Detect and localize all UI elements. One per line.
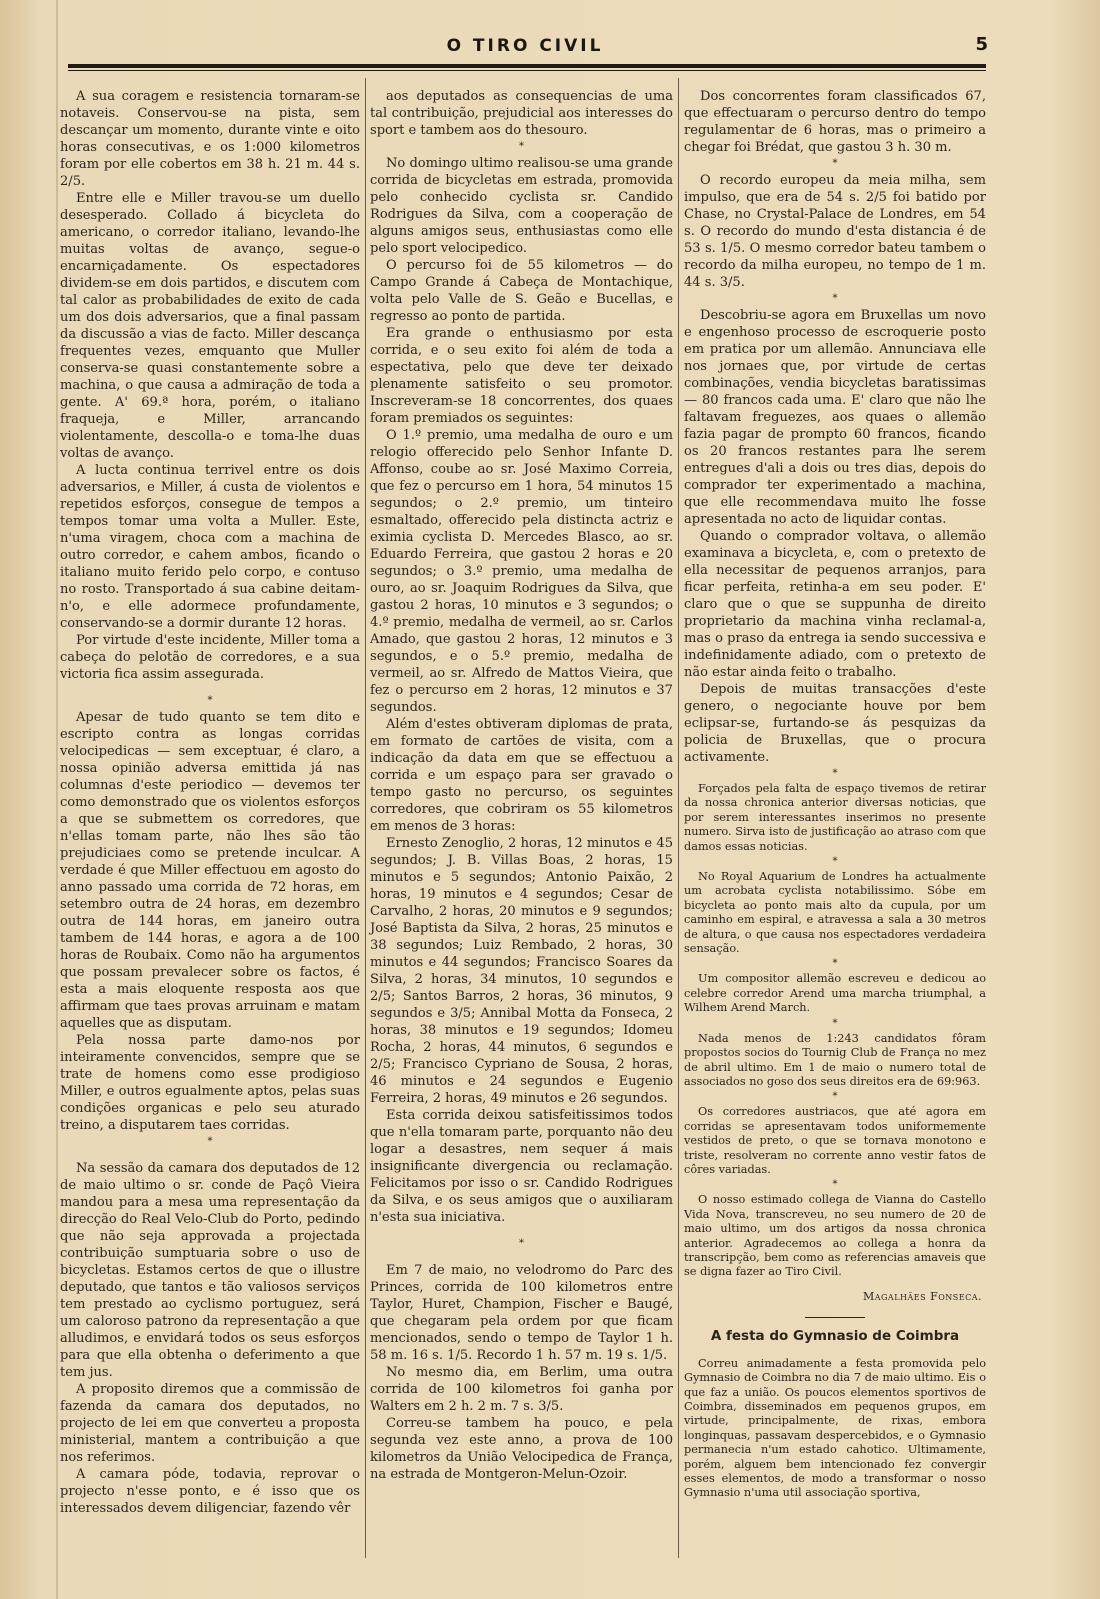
paragraph: A lucta continua terrivel entre os dois adversarios, e Miller, á custa de violentos e repetidos esforços, consegue de tempos a tempos tomar uma volta a Muller. Este, n'uma viragem, choca com a machina de outro corredor, e cahem ambos, ficando o italiano muito ferido pelo corpo, e contuso no rosto. Transportado á sua cabine deitam-n'o, e elle adormece profundamente, conservando-se a dormir durante 12 horas.: [60, 463, 360, 631]
paragraph: Descobriu-se agora em Bruxellas um novo e engenhoso processo de escroquerie posto em pratica por um allemão. Annunciava elle nos jornaes que, por virtude de certas combinações, vendia bicycletas baratissimas — 80 francos cada uma. E' claro que não lhe faltavam freguezes, aos quaes o allemão fazia pagar de prompto 60 francos, ficando os 20 francos restantes para lhe serem entregues d'ali a dois ou tres dias, depois do comprador ter experimentado a machina, que elle recommendava muito lhe fosse apresentada no acto de liquidar contas.: [684, 308, 986, 527]
note: Forçados pela falta de espaço tivemos de retirar da nossa chronica anterior diversas noticias, que por serem interessantes inserimos no presente numero. Sirva isto de justificação ao atraso com que damos essas noticias.: [684, 782, 986, 853]
header-rule-thin: [68, 70, 986, 71]
paragraph: Por virtude d'este incidente, Miller toma a cabeça do pelotão de corredores, e a sua victoria fica assim assegurada.: [60, 633, 360, 682]
section-separator: *: [832, 1017, 838, 1029]
paragraph: Esta corrida deixou satisfeitissimos todos que n'ella tomaram parte, porquanto não deu logar a desastres, nem sequer á mais insignificante divergencia ou reclamação. Felicitamos por isso o sr. Candido Rodrigues da Silva, e os seus amigos que o auxiliaram n'esta sua iniciativa.: [370, 1108, 673, 1225]
paragraph: O 1.º premio, uma medalha de ouro e um relogio offerecido pelo Senhor Infante D. Affonso, coube ao sr. José Maximo Correia, que fez o percurso em 1 hora, 54 minutos 15 segundos; o 2.º premio, um tinteiro esmaltado, offerecido pela distincta actriz e eximia cyclista D. Mercedes Blasco, ao sr. Eduardo Ferreira, que gastou 2 horas e 20 segundos; o 3.º premio, uma medalha de ouro, ao sr. Joaquim Rodrigues da Silva, que gastou 2 horas, 10 minutos e 3 segundos; o 4.º premio, medalha de vermeil, ao sr. Carlos Amado, que gastou 2 horas, 12 minutos e 3 segundos, e o 5.º premio, medalha de vermeil, ao sr. Alfredo de Mattos Vieira, que fez o percurso em 2 horas, 12 minutos e 37 segundos.: [370, 428, 673, 715]
section-body: [684, 1357, 986, 1501]
note: Nada menos de 1:243 candidatos fôram propostos socios do Tournig Club de França no mez de abril ultimo. Em 1 de maio o numero total de associados no goso dos seus direitos era de 69:963.: [684, 1031, 986, 1088]
paragraph: No mesmo dia, em Berlim, uma outra corrida de 100 kilometros foi ganha por Walters em 2 h. 2 m. 7 s. 3/5.: [370, 1365, 673, 1414]
paragraph: Em 7 de maio, no velodromo do Parc des Princes, corrida de 100 kilometros entre Taylor, Huret, Champion, Fischer e Baugé, que chegaram pela ordem por que ficam mencionados, sendo o tempo de Taylor 1 h. 58 m. 16 s. 1/5. Recordo 1 h. 57 m. 19 s. 1/5.: [370, 1263, 673, 1363]
note: No Royal Aquarium de Londres ha actualmente um acrobata cyclista notabilissimo. Sóbe em bicycleta ao ponto mais alto da cupula, por um caminho em espiral, e atravessa a sala a 30 metros de altura, o que causa nos espectadores verdadeira sensação.: [684, 870, 986, 956]
paragraph: Na sessão da camara dos deputados de 12 de maio ultimo o sr. conde de Paçô Vieira mandou para a mesa uma representação da direcção do Real Velo-Club do Porto, pedindo que não seja approvada a projectada contribuição sumptuaria sobre o uso de bicycletas. Estamos certos de que o illustre deputado, que tantos e tão valiosos serviços tem prestado ao cyclismo portuguez, será um caloroso patrono da representação a que alludimos, e envidará todos os seus esforços para que ella obtenha o deferimento a que tem jus.: [60, 1161, 360, 1380]
paragraph: A proposito diremos que a commissão de fazenda da camara dos deputados, no projecto de lei em que converteu a proposta ministerial, mantem a contribuição a que nos referimos.: [60, 1382, 360, 1465]
section-separator: *: [832, 958, 838, 970]
section-separator: *: [832, 856, 838, 868]
paragraph: A sua coragem e resistencia tornaram-se notaveis. Conservou-se na pista, sem descançar um momento, durante vinte e oito horas consecutivas, e os 1:000 kilometros foram por elle cobertos em 38 h. 21 m. 44 s. 2/5.: [60, 89, 360, 189]
section-separator: *: [519, 141, 524, 152]
section-separator: *: [832, 768, 838, 779]
note: Um compositor allemão escreveu e dedicou ao celebre corredor Arend uma marcha triumphal, a Wilhem Arend March.: [684, 972, 986, 1015]
header-rule-thick: [68, 64, 986, 68]
column-3: [684, 88, 986, 1548]
column-1: [60, 88, 360, 1548]
paragraph: Correu-se tambem ha pouco, e pela segunda vez este anno, a prova de 100 kilometros da União Velocipedica de França, na estrada de Montgeron-Melun-Ozoir.: [370, 1416, 673, 1482]
short-notes: [684, 782, 986, 1280]
journal-title: O TIRO CIVIL: [446, 36, 604, 56]
column-divider: [365, 78, 366, 1558]
paragraph: Ernesto Zenoglio, 2 horas, 12 minutos e 45 segundos; J. B. Villas Boas, 2 horas, 15 minutos e 5 segundos; Antonio Paixão, 2 horas, 19 minutos e 4 segundos; Cesar de Carvalho, 2 horas, 20 minutos e 9 segundos; José Baptista da Silva, 2 horas, 25 minutos e 38 segundos; Luiz Rembado, 2 horas, 30 minutos e 44 segundos; Francisco Soares da Silva, 2 horas, 34 minutos, 10 segundos e 2/5; Santos Barros, 2 horas, 36 minutos, 9 segundos e 3/5; Annibal Motta da Fonseca, 2 horas, 38 minutos e 19 segundos; Idomeu Rocha, 2 horas, 44 minutos, 6 segundos e 2/5; Francisco Cypriano de Sousa, 2 horas, 46 minutos e 24 segundos e Eugenio Ferreira, 2 horas, 49 minutos e 26 segundos.: [370, 836, 673, 1106]
paragraph: O recordo europeu da meia milha, sem impulso, que era de 54 s. 2/5 foi batido por Chase, no Crystal-Palace de Londres, em 54 s. O recordo do mundo d'esta distancia é de 53 s. 1/5. O mesmo corredor bateu tambem o recordo da milha europeu, no tempo de 1 m. 44 s. 3/5.: [684, 173, 986, 290]
section-separator: *: [832, 1091, 838, 1103]
section-separator: *: [519, 1238, 524, 1249]
paragraph: Depois de muitas transacções d'este genero, o negociante houve por bem eclipsar-se, furtando-se ás pesquizas da policia de Bruxellas, que o procura activamente.: [684, 682, 986, 765]
paragraph: No domingo ultimo realisou-se uma grande corrida de bicycletas em estrada, promovida pelo conhecido cyclista sr. Candido Rodrigues da Silva, com a cooperação de alguns amigos seus, enthusiastas como elle pelo sport velocipedico.: [370, 156, 673, 256]
paragraph: Além d'estes obtiveram diplomas de prata, em formato de cartões de visita, com a indicação da data em que se effectuou a corrida e um espaço para ser gravado o tempo gasto no percurso, os seguintes corredores, que cobriram os 55 kilometros em menos de 3 horas:: [370, 717, 673, 834]
section-separator: *: [207, 1136, 213, 1147]
section-rule: [805, 1317, 865, 1318]
section-title: A festa do Gymnasio de Coimbra: [710, 1327, 960, 1344]
paragraph: Pela nossa parte damo-nos por inteiramente convencidos, sempre que se trate de homens como esse prodigioso Miller, e outros egualmente aptos, pelas suas condições organicas e pelo seu aturado treino, a disputarem taes corridas.: [60, 1033, 360, 1133]
page-header: [60, 34, 990, 74]
page-fold-shadow: [56, 0, 58, 1599]
paragraph: Dos concorrentes foram classificados 67, que effectuaram o percurso dentro do tempo regulamentar de 6 horas, mas o primeiro a chegar foi Brédat, que gastou 3 h. 30 m.: [684, 89, 986, 155]
paragraph: Apesar de tudo quanto se tem dito e escripto contra as longas corridas velocipedicas — sem exceptuar, é claro, a nossa opinião adversa emittida já nas columnas d'este periodico — devemos ter como demonstrado que os violentos esforços a que se submettem os corredores, que n'ellas tomam parte, não lhes são tão prejudiciaes como se pretende inculcar. A verdade é que Miller effectuou em agosto do anno passado uma corrida de 72 horas, em setembro outra de 24 horas, em dezembro outra de 144 horas, em janeiro outra tambem de 144 horas, e agora a de 100 horas de Roubaix. Como não ha argumentos que possam prevalecer sobre os factos, é esta a mais eloquente resposta aos que affirmam que taes provas arruinam e matam aquelles que as disputam.: [60, 710, 360, 1031]
paragraph: aos deputados as consequencias de uma tal contribuição, prejudicial aos interesses do sport e tambem aos do thesouro.: [370, 89, 673, 138]
author-signature: Magalhães Fonseca.: [863, 1289, 982, 1303]
column-divider: [678, 78, 679, 1558]
paragraph: A camara póde, todavia, reprovar o projecto n'esse ponto, e é isso que os interessados devem diligenciar, fazendo vêr: [60, 1467, 360, 1516]
section-separator: *: [832, 293, 838, 304]
paragraph: Quando o comprador voltava, o allemão examinava a bicycleta, e, com o pretexto de ella necessitar de pequenos arranjos, para ficar perfeita, retinha-a em seu poder. E' claro que o que se suppunha de direito proprietario da machina vinha reclamal-a, mas o praso da entrega ia sendo successiva e indefinidamente adiado, com o pretexto de não estar ainda feito o trabalho.: [684, 529, 986, 680]
paragraph: Entre elle e Miller travou-se um duello desesperado. Collado á bicycleta do americano, o corredor italiano, levando-lhe muitas voltas de avanço, segue-o encarniçadamente. Os espectadores dividem-se em dois partidos, e discutem com tal calor as probabilidades de exito de cada um dos dois adversarios, que a final passam da discussão a vias de facto. Miller descança frequentes vezes, emquanto que Muller conserva-se quasi constantemente sobre a machina, o que causa a admiração de toda a gente. A' 69.ª hora, porém, o italiano fraqueja, e Miller, arrancando violentamente, descolla-o e toma-lhe duas voltas de avanço.: [60, 191, 360, 461]
column-2: [370, 88, 673, 1548]
section-separator: *: [207, 695, 213, 706]
section-separator: *: [832, 1179, 838, 1191]
paragraph: Correu animadamente a festa promovida pelo Gymnasio de Coimbra no dia 7 de maio ultimo. Eis o que faz a união. Os poucos elementos sportivos de Coimbra, disseminados em pequenos grupos, em virtude, principalmente, de rixas, embora longinquas, passavam despercebidos, e o Gymnasio permanecia n'um estado cahotico. Ultimamente, porém, alguem bem intencionado fez convergir esses elementos, de modo a transformar o nosso Gymnasio n'uma util associação sportiva,: [684, 1356, 986, 1500]
paragraph: O percurso foi de 55 kilometros — do Campo Grande á Cabeça de Montachique, volta pelo Valle de S. Geão e Bucellas, e regresso ao ponto de partida.: [370, 258, 673, 324]
paragraph: Era grande o enthusiasmo por esta corrida, e o seu exito foi além de toda a espectativa, pelo que deve ter deixado plenamente satisfeito o seu promotor. Inscreveram-se 18 concorrentes, dos quaes foram premiados os seguintes:: [370, 326, 673, 426]
note: Os corredores austriacos, que até agora em corridas se apresentavam todos uniformemente vestidos de preto, o que se tornava monotono e triste, resolveram no corrente anno vestir fatos de côres variadas.: [684, 1105, 986, 1176]
note: O nosso estimado collega de Vianna do Castello Vida Nova, transcreveu, no seu numero de 20 de maio ultimo, um dos artigos da nossa chronica anterior. Agradecemos ao collega a honra da transcripção, bem como as referencias amaveis que se digna fazer ao Tiro Civil.: [684, 1193, 986, 1279]
section-separator: *: [832, 158, 838, 169]
page-number: 5: [975, 34, 988, 55]
